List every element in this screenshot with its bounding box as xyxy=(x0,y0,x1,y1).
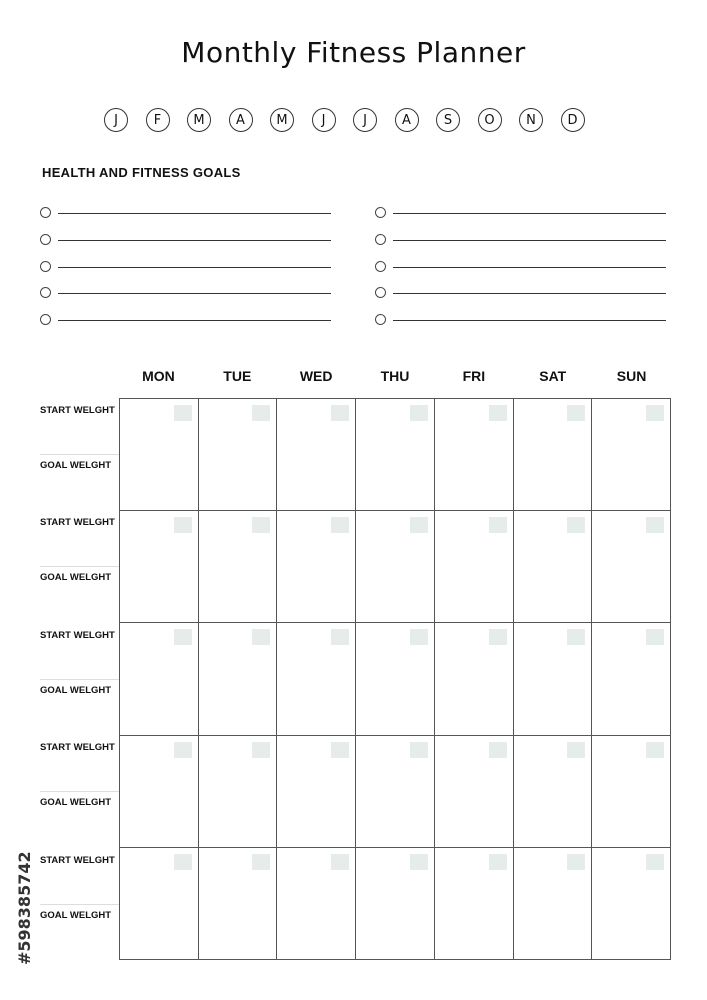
start-weight-label: START WELGHT xyxy=(40,854,115,866)
calendar-day-cell[interactable] xyxy=(120,623,199,735)
month-circle[interactable]: D xyxy=(561,108,585,132)
weight-separator xyxy=(40,904,119,905)
goal-weight-label: GOAL WELGHT xyxy=(40,909,112,921)
date-number-box[interactable] xyxy=(331,854,349,870)
week-weight-block xyxy=(40,848,119,960)
month-circle[interactable]: J xyxy=(312,108,336,132)
weight-separator xyxy=(40,791,119,792)
date-number-box[interactable] xyxy=(410,405,428,421)
weekday-label: TUE xyxy=(223,368,252,384)
date-number-box[interactable] xyxy=(489,742,507,758)
goal-weight-label: GOAL WELGHT xyxy=(40,797,112,809)
date-number-box[interactable] xyxy=(331,629,349,645)
calendar-day-cell[interactable] xyxy=(199,399,278,511)
goal-line[interactable] xyxy=(58,293,331,294)
weight-separator xyxy=(40,566,119,567)
goal-checkbox[interactable] xyxy=(40,207,51,218)
calendar-day-cell[interactable] xyxy=(356,399,435,511)
calendar-day-cell[interactable] xyxy=(199,623,278,735)
calendar-day-cell[interactable] xyxy=(120,736,199,848)
date-number-box[interactable] xyxy=(646,629,664,645)
calendar-day-cell[interactable] xyxy=(514,736,593,848)
calendar-day-cell[interactable] xyxy=(356,511,435,623)
goal-checkbox[interactable] xyxy=(40,314,51,325)
date-number-box[interactable] xyxy=(410,854,428,870)
goal-row[interactable] xyxy=(40,206,330,233)
goals-heading: HEALTH AND FITNESS GOALS xyxy=(42,165,241,180)
date-number-box[interactable] xyxy=(174,854,192,870)
stock-id-text: #598385742 xyxy=(15,851,34,965)
goal-row[interactable] xyxy=(375,233,665,260)
calendar-day-cell[interactable] xyxy=(277,399,356,511)
month-circle[interactable]: J xyxy=(104,108,128,132)
calendar-day-cell[interactable] xyxy=(120,848,199,960)
goal-row[interactable] xyxy=(40,260,330,287)
month-circle[interactable]: N xyxy=(519,108,543,132)
calendar-day-cell[interactable] xyxy=(199,848,278,960)
start-weight-label: START WELGHT xyxy=(40,405,115,416)
goal-line[interactable] xyxy=(393,240,666,241)
calendar-day-cell[interactable] xyxy=(435,399,514,511)
goal-weight-label: GOAL WELGHT xyxy=(40,572,112,584)
weekday-label: WED xyxy=(299,368,333,384)
goal-row[interactable] xyxy=(375,206,665,233)
date-number-box[interactable] xyxy=(489,629,507,645)
calendar-day-cell[interactable] xyxy=(277,623,356,735)
weekday-label: THU xyxy=(380,368,410,384)
weight-labels-column xyxy=(40,398,119,960)
calendar-day-cell[interactable] xyxy=(277,848,356,960)
calendar-grid xyxy=(119,398,671,960)
goal-line[interactable] xyxy=(58,240,331,241)
goal-checkbox[interactable] xyxy=(375,287,386,298)
date-number-box[interactable] xyxy=(410,742,428,758)
goal-line[interactable] xyxy=(393,293,666,294)
date-number-box[interactable] xyxy=(646,854,664,870)
date-number-box[interactable] xyxy=(252,629,270,645)
start-weight-label: START WELGHT xyxy=(40,742,115,754)
date-number-box[interactable] xyxy=(252,854,270,870)
goals-list-right xyxy=(375,206,665,340)
week-weight-block xyxy=(40,623,119,735)
calendar-day-cell[interactable] xyxy=(592,511,671,623)
date-number-box[interactable] xyxy=(489,517,507,533)
goal-checkbox[interactable] xyxy=(40,287,51,298)
calendar-day-cell[interactable] xyxy=(514,511,593,623)
calendar-day-cell[interactable] xyxy=(199,736,278,848)
month-circle[interactable]: F xyxy=(146,108,170,132)
date-number-box[interactable] xyxy=(567,854,585,870)
goal-line[interactable] xyxy=(393,213,666,214)
goal-line[interactable] xyxy=(58,267,331,268)
calendar-day-cell[interactable] xyxy=(514,848,593,960)
month-circle[interactable]: A xyxy=(229,108,253,132)
date-number-box[interactable] xyxy=(252,517,270,533)
goal-row[interactable] xyxy=(375,313,665,340)
goal-row[interactable] xyxy=(375,260,665,287)
date-number-box[interactable] xyxy=(174,517,192,533)
date-number-box[interactable] xyxy=(252,742,270,758)
calendar-day-cell[interactable] xyxy=(356,848,435,960)
weekday-label: SAT xyxy=(539,368,567,384)
date-number-box[interactable] xyxy=(174,629,192,645)
month-circle[interactable]: S xyxy=(436,108,460,132)
goal-weight-label: GOAL WELGHT xyxy=(40,684,112,696)
month-selector xyxy=(104,108,585,134)
calendar-day-cell[interactable] xyxy=(199,511,278,623)
goal-row[interactable] xyxy=(375,286,665,313)
date-number-box[interactable] xyxy=(489,405,507,421)
calendar-day-cell[interactable] xyxy=(514,399,593,511)
date-number-box[interactable] xyxy=(646,517,664,533)
calendar-day-cell[interactable] xyxy=(435,623,514,735)
weekday-header xyxy=(119,368,671,384)
calendar-day-cell[interactable] xyxy=(120,511,199,623)
calendar-day-cell[interactable] xyxy=(435,511,514,623)
date-number-box[interactable] xyxy=(331,517,349,533)
date-number-box[interactable] xyxy=(646,405,664,421)
month-circle[interactable]: M xyxy=(270,108,294,132)
date-number-box[interactable] xyxy=(331,742,349,758)
weekday-label: FRI xyxy=(462,368,486,384)
week-weight-block xyxy=(40,398,119,510)
goals-list-left xyxy=(40,206,330,340)
goal-checkbox[interactable] xyxy=(375,314,386,325)
calendar-day-cell[interactable] xyxy=(514,623,593,735)
goal-line[interactable] xyxy=(58,320,331,321)
date-number-box[interactable] xyxy=(489,854,507,870)
page-title: Monthly Fitness Planner xyxy=(181,36,526,69)
calendar-day-cell[interactable] xyxy=(592,848,671,960)
calendar-day-cell[interactable] xyxy=(356,623,435,735)
goal-checkbox[interactable] xyxy=(375,261,386,272)
calendar-day-cell[interactable] xyxy=(277,736,356,848)
goal-checkbox[interactable] xyxy=(40,261,51,272)
calendar-day-cell[interactable] xyxy=(356,736,435,848)
goal-line[interactable] xyxy=(58,213,331,214)
calendar-day-cell[interactable] xyxy=(120,399,199,511)
date-number-box[interactable] xyxy=(252,405,270,421)
goal-row[interactable] xyxy=(40,313,330,340)
goal-row[interactable] xyxy=(40,286,330,313)
date-number-box[interactable] xyxy=(567,517,585,533)
weekday-label: SUN xyxy=(616,368,647,384)
calendar-day-cell[interactable] xyxy=(592,399,671,511)
date-number-box[interactable] xyxy=(567,405,585,421)
date-number-box[interactable] xyxy=(410,517,428,533)
date-number-box[interactable] xyxy=(331,405,349,421)
month-circle[interactable]: M xyxy=(187,108,211,132)
calendar-day-cell[interactable] xyxy=(435,736,514,848)
date-number-box[interactable] xyxy=(646,742,664,758)
goal-checkbox[interactable] xyxy=(40,234,51,245)
goal-checkbox[interactable] xyxy=(375,234,386,245)
date-number-box[interactable] xyxy=(410,629,428,645)
date-number-box[interactable] xyxy=(567,742,585,758)
week-weight-block xyxy=(40,510,119,622)
calendar-day-cell[interactable] xyxy=(592,623,671,735)
start-weight-label: START WELGHT xyxy=(40,517,115,529)
date-number-box[interactable] xyxy=(567,629,585,645)
start-weight-label: START WELGHT xyxy=(40,629,115,641)
month-circle[interactable]: A xyxy=(395,108,419,132)
week-weight-block xyxy=(40,735,119,847)
date-number-box[interactable] xyxy=(174,742,192,758)
calendar-day-cell[interactable] xyxy=(277,511,356,623)
stock-id-watermark xyxy=(12,765,32,965)
date-number-box[interactable] xyxy=(174,405,192,421)
weight-separator xyxy=(40,454,119,455)
weight-separator xyxy=(40,679,119,680)
month-circle[interactable]: O xyxy=(478,108,502,132)
goal-row[interactable] xyxy=(40,233,330,260)
goal-line[interactable] xyxy=(393,267,666,268)
calendar-day-cell[interactable] xyxy=(592,736,671,848)
calendar-day-cell[interactable] xyxy=(435,848,514,960)
goal-checkbox[interactable] xyxy=(375,207,386,218)
goal-line[interactable] xyxy=(393,320,666,321)
month-circle[interactable]: J xyxy=(353,108,377,132)
weekday-label: MON xyxy=(142,368,175,384)
goal-weight-label: GOAL WELGHT xyxy=(40,460,112,471)
